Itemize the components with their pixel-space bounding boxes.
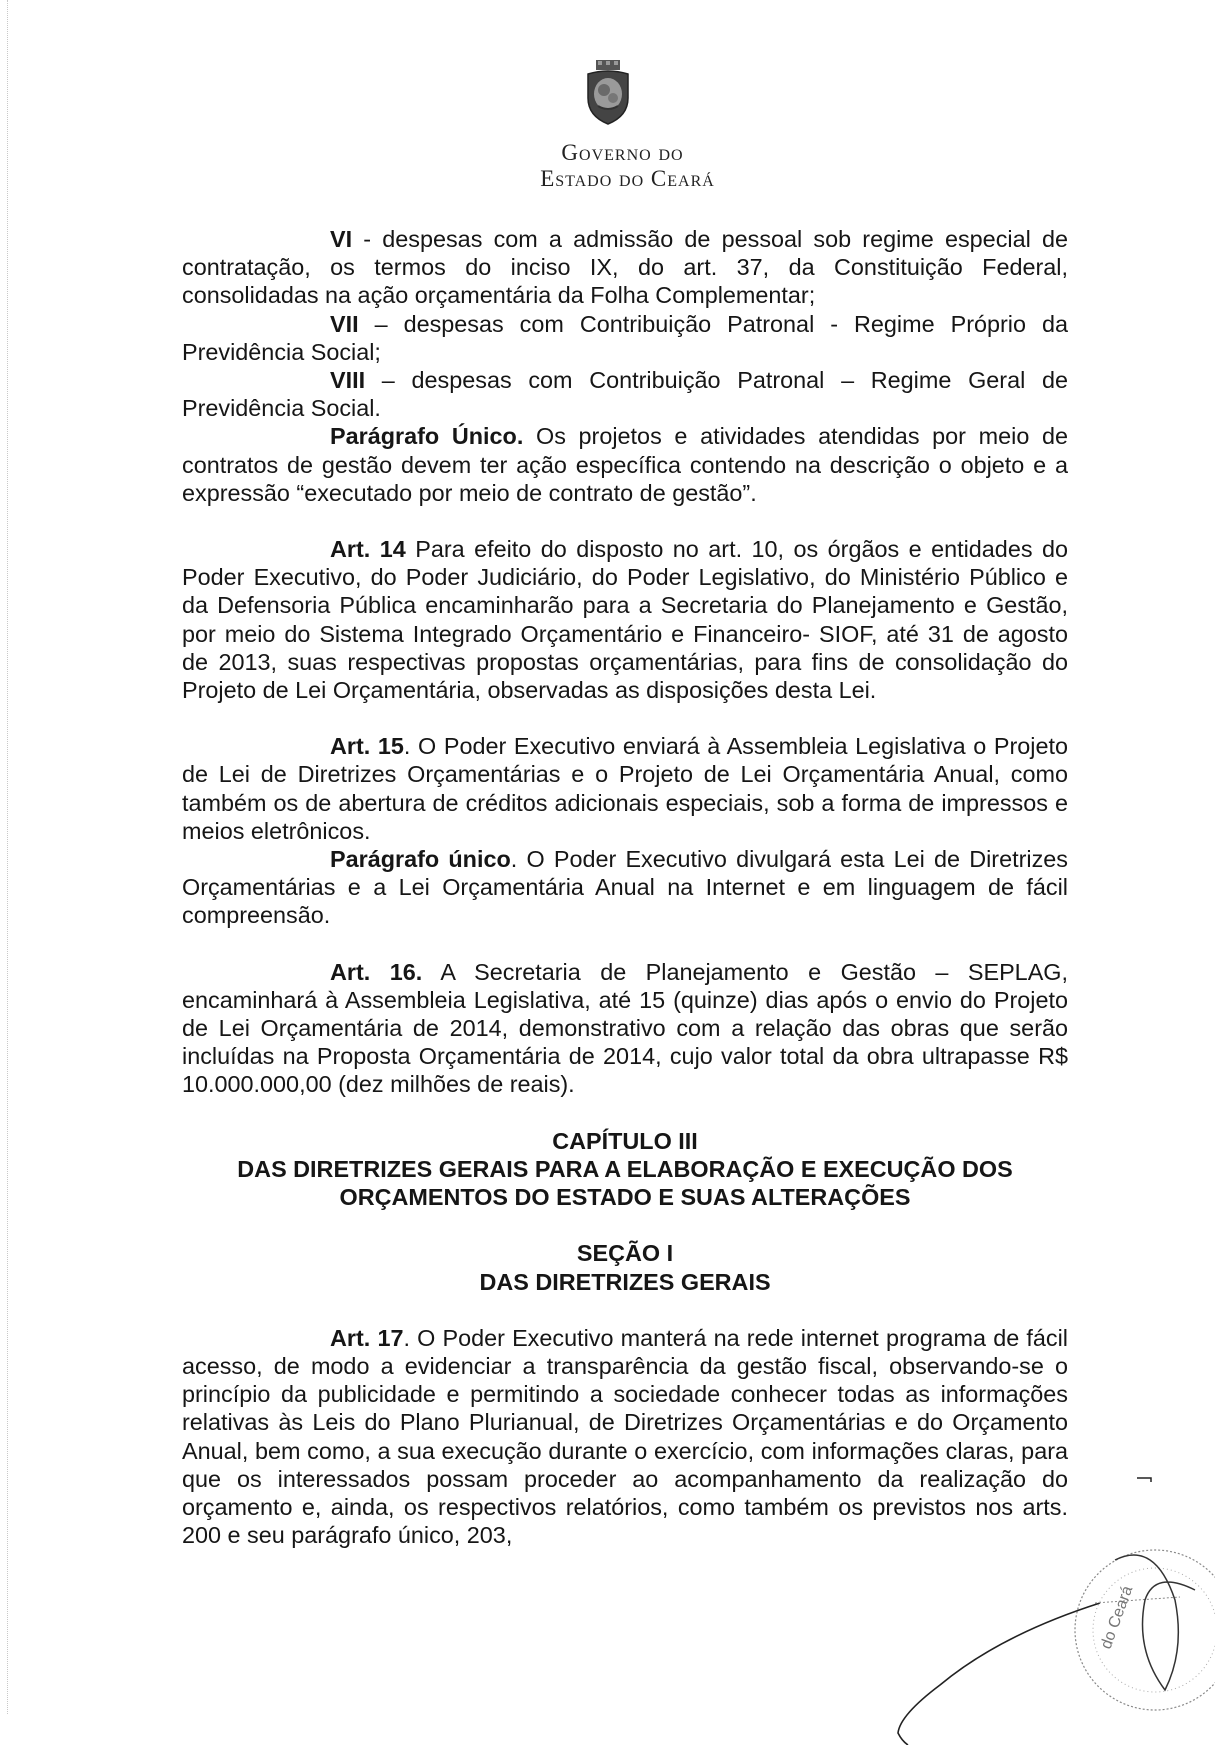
paragrafo-unico-art13: [182, 422, 1068, 507]
inciso-label: VIII: [330, 367, 366, 394]
stamp-text: do Ceará: [1097, 1583, 1137, 1652]
inciso-label: VI: [330, 226, 353, 252]
spacer: [182, 507, 1068, 535]
article-label: Art. 16.: [330, 958, 423, 985]
paragraph-label: Parágrafo único: [330, 846, 511, 873]
assembly-stamp-icon: [1055, 1530, 1215, 1714]
paragrafo-unico-art15: [182, 845, 1068, 930]
inciso-vii: [182, 310, 1068, 366]
chapter-number: CAPÍTULO III: [552, 1127, 698, 1154]
article-text: . O Poder Executivo manterá na rede internet programa de fácil acesso, de modo a evidenciar a transparência da gestão fiscal, observando-se o princípio da publicidade e permitindo a sociedade conhecer todas as informações relativas às Leis do Plano Plurianual, de Diretrizes Orçamentárias e do Orçamento Anual, bem como, a sua execução durante o exercício, com informações claras, para que os interessados possam proceder ao acompanhamento da realização do orçamento e, ainda, os respectivos relatórios, como também os previstos nos arts. 200 e seu parágrafo único, 203,: [182, 1324, 1068, 1549]
margin-mark-icon: [1137, 1476, 1153, 1482]
article-label: Art. 17: [330, 1324, 404, 1351]
spacer: [182, 1099, 1068, 1127]
inciso-text: – despesas com Contribuição Patronal – Regime Geral de Previdência Social.: [182, 367, 1068, 422]
spacer: [182, 930, 1068, 958]
letterhead-line-1: Governo do: [561, 140, 684, 165]
article-label: Art. 15: [330, 733, 404, 760]
article-text: A Secretaria de Planejamento e Gestão – SEPLAG, encaminhará à Assembleia Legislativa, até 15 (quinze) dias após o envio do Projeto de Lei Orçamentária de 2014, demonstrativo com a relação das obras que serão incluídas na Proposta Orçamentária de 2014, cujo valor total da obra ultrapasse R$ 10.000.000,00 (dez milhões de reais).: [182, 958, 1068, 1098]
paragraph-label: Parágrafo Único.: [330, 423, 524, 450]
article-14: [182, 535, 1068, 704]
letterhead: [0, 58, 1215, 192]
spacer: [182, 1296, 1068, 1324]
article-label: Art. 14: [330, 536, 406, 563]
inciso-label: VII: [330, 310, 359, 337]
state-coat-of-arms-icon: [582, 58, 634, 128]
article-text: Para efeito do disposto no art. 10, os órgãos e entidades do Poder Executivo, do Poder Judiciário, do Poder Legislativo, do Ministério Público e da Defensoria Pública encaminharão para a Secretaria do Planejamento e Gestão, por meio do Sistema Integrado Orçamentário e Financeiro- SIOF, até 31 de agosto de 2013, suas respectivas propostas orçamentárias, para fins de consolidação do Projeto de Lei Orçamentária, observadas as disposições desta Lei.: [182, 536, 1068, 704]
section-number: SEÇÃO I: [576, 1240, 674, 1267]
inciso-viii: [182, 366, 1068, 422]
article-text: . O Poder Executivo enviará à Assembleia Legislativa o Projeto de Lei de Diretrizes Orçamentárias e o Projeto de Lei Orçamentária Anual, como também os de abertura de créditos adicionais especiais, sob a forma de impressos e meios eletrônicos.: [182, 733, 1068, 844]
inciso-vi: [182, 225, 1068, 310]
inciso-text: – despesas com Contribuição Patronal - Regime Próprio da Previdência Social;: [182, 310, 1068, 365]
scan-edge: [7, 0, 9, 1714]
paragraph-text: . O Poder Executivo divulgará esta Lei de Diretrizes Orçamentárias e a Lei Orçamentária Anual na Internet e em linguagem de fácil compreensão.: [182, 846, 1068, 929]
paragraph-text: Os projetos e atividades atendidas por meio de contratos de gestão devem ter ação específica contendo na descrição o objeto e a expressão “executado por meio de contrato de gestão”.: [182, 423, 1069, 506]
chapter-title-line-1: DAS DIRETRIZES GERAIS PARA A ELABORAÇÃO E EXECUÇÃO DOS: [237, 1155, 1013, 1182]
inciso-text: - despesas com a admissão de pessoal sob regime especial de contratação, os termos do inciso IX, do art. 37, da Constituição Federal, consolidadas na ação orçamentária da Folha Complementar;: [182, 226, 1068, 309]
letterhead-line-2: Estado do Ceará: [540, 166, 715, 191]
spacer: [182, 1211, 1068, 1239]
chapter-title-line-2: ORÇAMENTOS DO ESTADO E SUAS ALTERAÇÕES: [339, 1184, 911, 1211]
article-17: [182, 1324, 1068, 1550]
spacer: [182, 704, 1068, 732]
document-body: [182, 225, 1068, 1549]
section-title: DAS DIRETRIZES GERAIS: [479, 1268, 771, 1295]
article-16: [182, 958, 1068, 1099]
article-15: [182, 732, 1068, 845]
